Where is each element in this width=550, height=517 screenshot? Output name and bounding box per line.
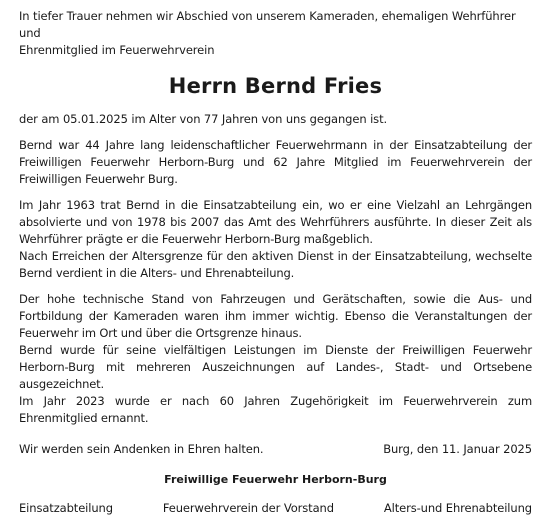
signatory-einsatzabteilung: Einsatzabteilung (19, 501, 113, 515)
deceased-name: Herrn Bernd Fries (168, 74, 383, 98)
signatory-altersabteilung: Alters-und Ehrenabteilung (383, 501, 532, 515)
passing-statement: der am 05.01.2025 im Alter von 77 Jahren von uns gegangen ist. (19, 112, 388, 126)
closing-row (19, 441, 532, 458)
paragraph-retirement: Nach Erreichen der Altersgrenze für den aktiven Dienst in der Einsatzabteilung, wechselte Bernd verdient in die Alters- und Ehrenabteilung. (19, 249, 532, 280)
organization-name: Freiwillige Feuerwehr Herborn-Burg (164, 473, 387, 486)
paragraph-honorary: Im Jahr 2023 wurde er nach 60 Jahren Zugehörigkeit im Feuerwehrverein zum Ehrenmitglied ernannt. (19, 394, 532, 425)
paragraph-career: Im Jahr 1963 trat Bernd in die Einsatzabteilung ein, wo er eine Vielzahl an Lehrgängen absolvierte und von 1978 bis 2007 das Amt des Wehrführers ausführte. In dieser Zeit als Wehrführer prägte er die Feuerwehr Herborn-Burg maßgeblich. (19, 198, 532, 246)
place-date: Burg, den 11. Januar 2025 (383, 442, 532, 456)
signatories-row (19, 500, 532, 517)
intro-line-2: Ehrenmitglied im Feuerwehrverein (19, 43, 215, 57)
paragraph-technology: Der hohe technische Stand von Fahrzeugen und Gerätschaften, sowie die Aus- und Fortbildung der Kameraden waren ihm immer wichtig. Ebenso die Veranstaltungen der Feuerwehr im Ort und über die Ortsgrenze hinaus. (19, 292, 532, 340)
intro-text (19, 8, 532, 59)
signatory-feuerwehrverein: Feuerwehrverein der Vorstand (162, 501, 334, 515)
remembrance-text: Wir werden sein Andenken in Ehren halten. (19, 442, 264, 456)
paragraph-awards: Bernd wurde für seine vielfältigen Leistungen im Dienste der Freiwilligen Feuerwehr Herborn-Burg mit mehreren Auszeichnungen auf Landes-, Stadt- und Ortsebene ausgezeichnet. (19, 343, 532, 391)
paragraph-service: Bernd war 44 Jahre lang leidenschaftlicher Feuerwehrmann in der Einsatzabteilung der Freiwilligen Feuerwehr Herborn-Burg und 62 Jahre Mitglied im Feuerwehrverein der Freiwilligen Feuerwehr Burg. (19, 138, 532, 186)
intro-line-1: In tiefer Trauer nehmen wir Abschied von unserem Kameraden, ehemaligen Wehrführer und (19, 9, 516, 40)
